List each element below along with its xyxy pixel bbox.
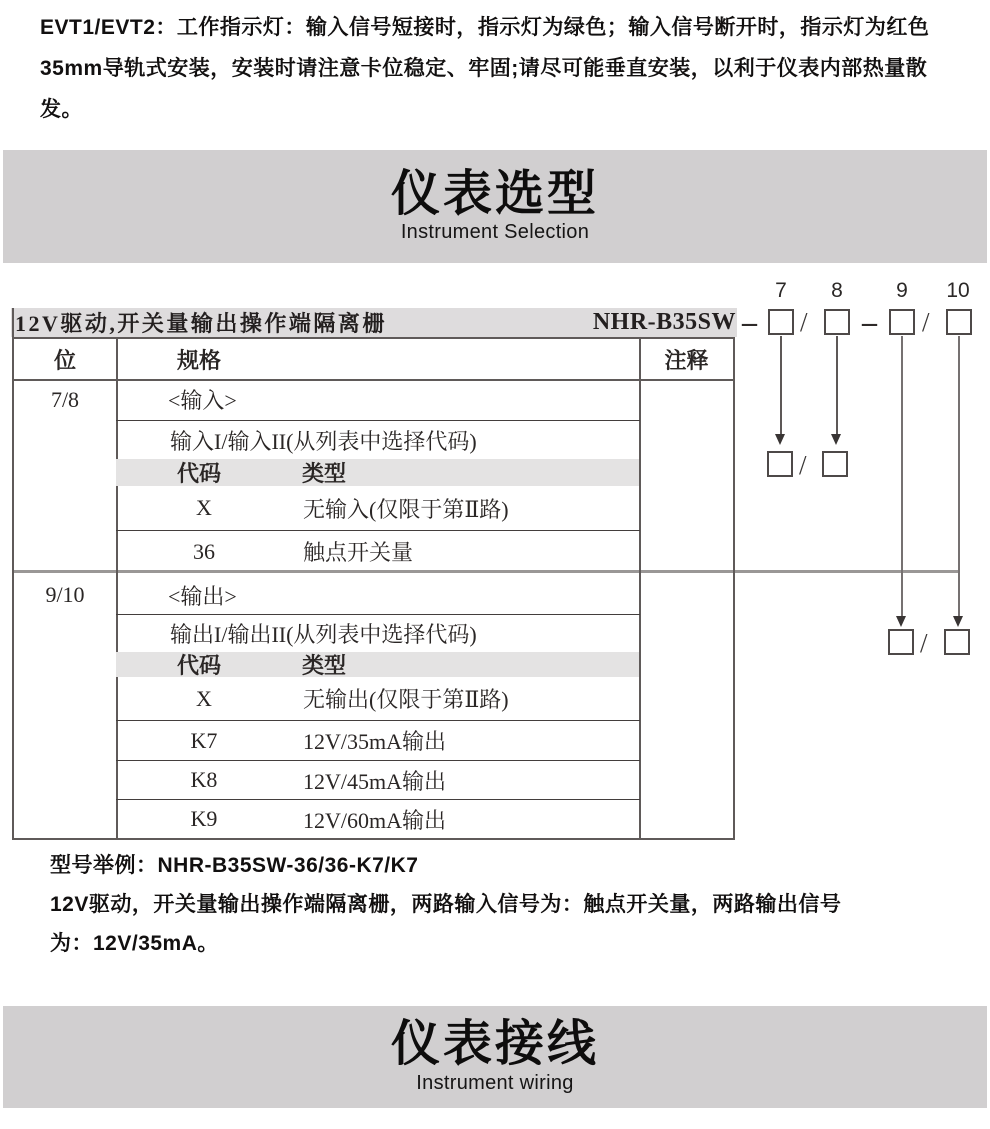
header-position: 位 <box>53 347 76 373</box>
header-spec: 规格 <box>177 347 222 373</box>
selection-banner-subtitle: Instrument Selection <box>400 221 590 244</box>
example-line-3: 为：12V/35mA。 <box>50 932 219 955</box>
input-option-type: 触点开关量 <box>303 540 414 565</box>
input-code-box-2 <box>822 451 848 477</box>
input-code-header: 代码 <box>177 461 222 486</box>
model-description: 12V驱动,开关量输出操作端隔离栅 <box>15 311 387 336</box>
dash-separator: – <box>862 306 877 339</box>
model-bar <box>11 308 737 337</box>
input-option-type: 无输入(仅限于第Ⅱ路) <box>303 496 509 522</box>
output-option-type: 无输出(仅限于第Ⅱ路) <box>303 687 509 712</box>
arrow-head-8 <box>831 434 841 445</box>
selection-banner-title: 仪表选型 <box>390 166 599 221</box>
model-code: NHR-B35SW <box>592 309 736 335</box>
arrow-line-7 <box>780 336 782 434</box>
arrow-head-10 <box>953 616 963 627</box>
input-option-code: 36 <box>193 538 215 564</box>
example-line-2: 12V驱动，开关量输出操作端隔离栅，两路输入信号为：触点开关量，两路输出信号 <box>50 893 842 916</box>
top-note <box>40 7 955 130</box>
position-9-10: 9/10 <box>45 582 85 607</box>
digit-label-9: 9 <box>896 279 908 302</box>
output-option-code: K7 <box>190 727 218 753</box>
output-code-header: 代码 <box>177 653 222 678</box>
wiring-banner-subtitle: Instrument wiring <box>416 1071 574 1094</box>
model-example <box>50 846 950 963</box>
input-code-box-1 <box>767 451 793 477</box>
output-type-header: 类型 <box>302 653 347 678</box>
code-box-10 <box>946 309 972 335</box>
output-option-type: 12V/45mA输出 <box>303 768 447 794</box>
code-box-8 <box>824 309 850 335</box>
output-option-type: 12V/35mA输出 <box>303 729 447 754</box>
digit-label-10: 10 <box>946 279 970 302</box>
output-option-code: K8 <box>190 767 218 792</box>
input-instruction: 输入I/输入II(从列表中选择代码) <box>170 428 477 454</box>
output-group-label: <输出> <box>168 583 237 609</box>
note-line-2: 35mm导轨式安装，安装时请注意卡位稳定、牢固;请尽可能垂直安装，以利于仪表内部热量散发。 <box>40 57 928 121</box>
selection-banner <box>3 150 987 263</box>
input-group-label: <输入> <box>168 388 237 413</box>
output-code-box-1 <box>888 629 914 655</box>
header-note: 注释 <box>664 347 709 373</box>
output-option-code: K9 <box>190 806 218 831</box>
arrow-line-10 <box>958 336 960 616</box>
wiring-banner <box>3 1006 987 1108</box>
input-code-type-subheader <box>116 459 639 486</box>
arrow-line-8 <box>836 336 838 434</box>
digit-label-7: 7 <box>775 279 787 302</box>
output-instruction: 输出I/输出II(从列表中选择代码) <box>170 622 477 647</box>
header-bottom-border <box>14 379 733 381</box>
spec-table <box>12 337 735 840</box>
slash-separator: / <box>922 307 930 337</box>
output-code-type-subheader <box>116 652 639 677</box>
position-7-8: 7/8 <box>50 386 80 412</box>
table-left-border-stub <box>12 308 14 339</box>
output-option-code: X <box>196 685 212 711</box>
note-line-1: EVT1/EVT2：工作指示灯：输入信号短接时，指示灯为绿色；输入信号断开时，指示灯为红色 <box>40 16 930 39</box>
input-option-code: X <box>196 495 212 520</box>
input-type-header: 类型 <box>302 461 347 486</box>
arrow-head-7 <box>775 434 785 445</box>
column-border-1 <box>116 339 118 838</box>
slash-separator: / <box>800 307 808 337</box>
code-box-7 <box>768 309 794 335</box>
digit-label-8: 8 <box>831 279 843 302</box>
output-option-type: 12V/60mA输出 <box>303 807 447 833</box>
slash-separator: / <box>799 450 807 480</box>
arrow-line-9 <box>901 336 903 616</box>
dash-separator: – <box>742 306 757 339</box>
arrow-head-9 <box>896 616 906 627</box>
column-border-2 <box>639 339 641 838</box>
output-code-box-2 <box>944 629 970 655</box>
slash-separator: / <box>920 628 928 658</box>
code-box-9 <box>889 309 915 335</box>
wiring-banner-title: 仪表接线 <box>390 1017 599 1072</box>
example-line-1: 型号举例：NHR-B35SW-36/36-K7/K7 <box>50 854 419 877</box>
